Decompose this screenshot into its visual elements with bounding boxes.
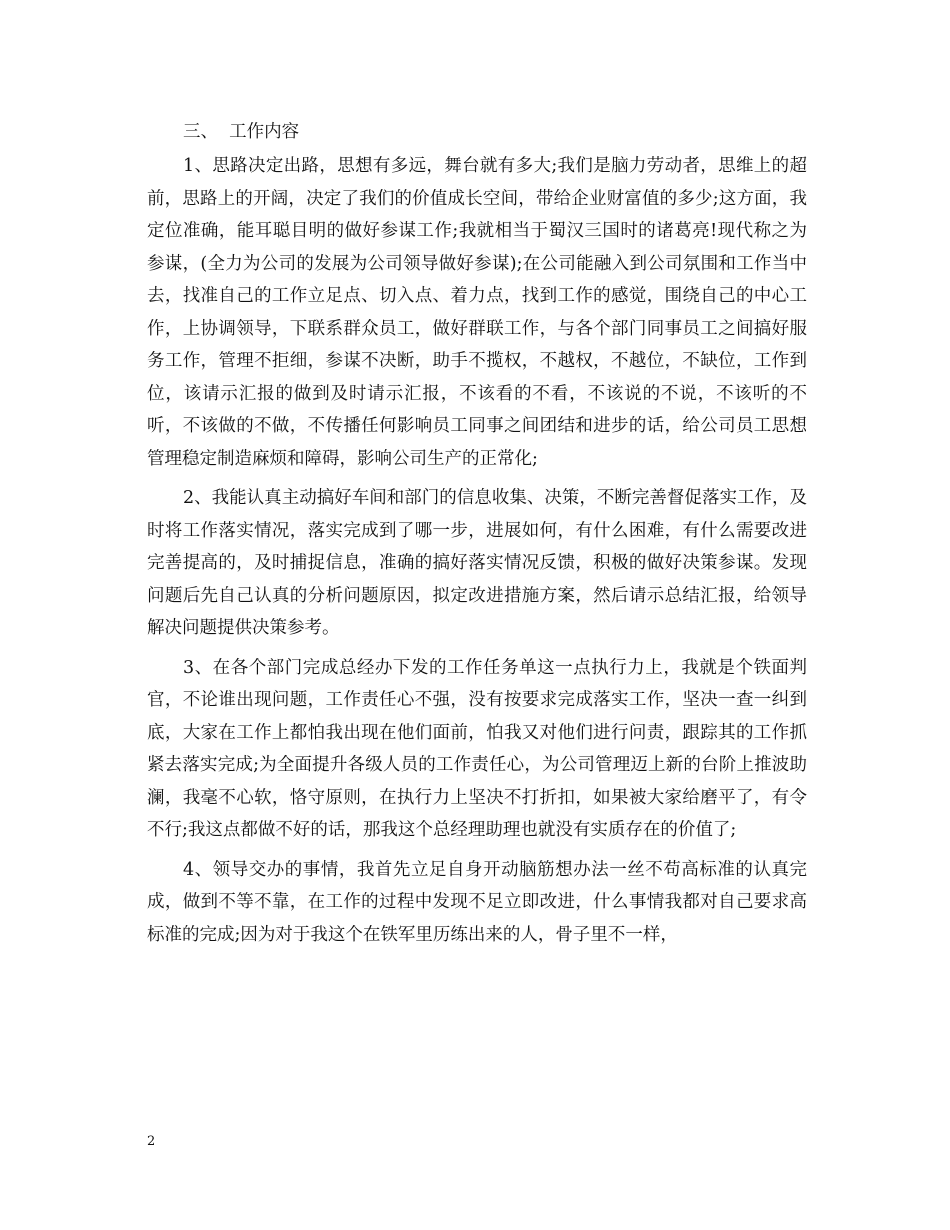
paragraph-1: 1、思路决定出路，思想有多远，舞台就有多大;我们是脑力劳动者，思维上的超前，思路上的开阔，决定了我们的价值成长空间，带给企业财富值的多少;这方面，我定位准确，能耳聪目明的做好参谋工作;我就相当于蜀汉三国时的诸葛亮!现代称之为参谋，(全力为公司的发展为公司领导做好参谋);在公司能融入到公司氛围和工作当中去，找准自己的工作立足点、切入点、着力点，找到工作的感觉，围绕自己的中心工作，上协调领导，下联系群众员工，做好群联工作，与各个部门同事员工之间搞好服务工作，管理不拒细，参谋不决断，助手不揽权，不越权，不越位，不缺位，工作到位，该请示汇报的做到及时请示汇报，不该看的不看，不该说的不说，不该听的不听，不该做的不做，不传播任何影响员工同事之间团结和进步的话，给公司员工思想管理稳定制造麻烦和障碍，影响公司生产的正常化;: [147, 156, 807, 469]
paragraph-3: 3、在各个部门完成总经办下发的工作任务单这一点执行力上，我就是个铁面判官，不论谁出现问题，工作责任心不强，没有按要求完成落实工作，坚决一查一纠到底，大家在工作上都怕我出现在他们面前，怕我又对他们进行问责，跟踪其的工作抓紧去落实完成;为全面提升各级人员的工作责任心，为公司管理迈上新的台阶上推波助澜，我毫不心软，恪守原则，在执行力上坚决不打折扣，如果被大家给磨平了，有令不行;我这点都做不好的话，那我这个总经理助理也就没有实质存在的价值了;: [147, 657, 807, 840]
page-number: 2: [147, 1134, 156, 1149]
section-heading: 三、 工作内容: [183, 122, 300, 142]
paragraph-2: 2、我能认真主动搞好车间和部门的信息收集、决策，不断完善督促落实工作，及时将工作落实情况，落实完成到了哪一步，进展如何，有什么困难，有什么需要改进完善提高的，及时捕捉信息，准确的搞好落实情况反馈，积极的做好决策参谋。发现问题后先自己认真的分析问题原因，拟定改进措施方案，然后请示总结汇报，给领导解决问题提供决策参考。: [147, 488, 807, 638]
paragraph-4: 4、领导交办的事情，我首先立足自身开动脑筋想办法一丝不苟高标准的认真完成，做到不等不靠，在工作的过程中发现不足立即改进，什么事情我都对自己要求高标准的完成;因为对于我这个在铁军里历练出来的人，骨子里不一样，: [147, 859, 807, 945]
document-body: [147, 116, 807, 958]
